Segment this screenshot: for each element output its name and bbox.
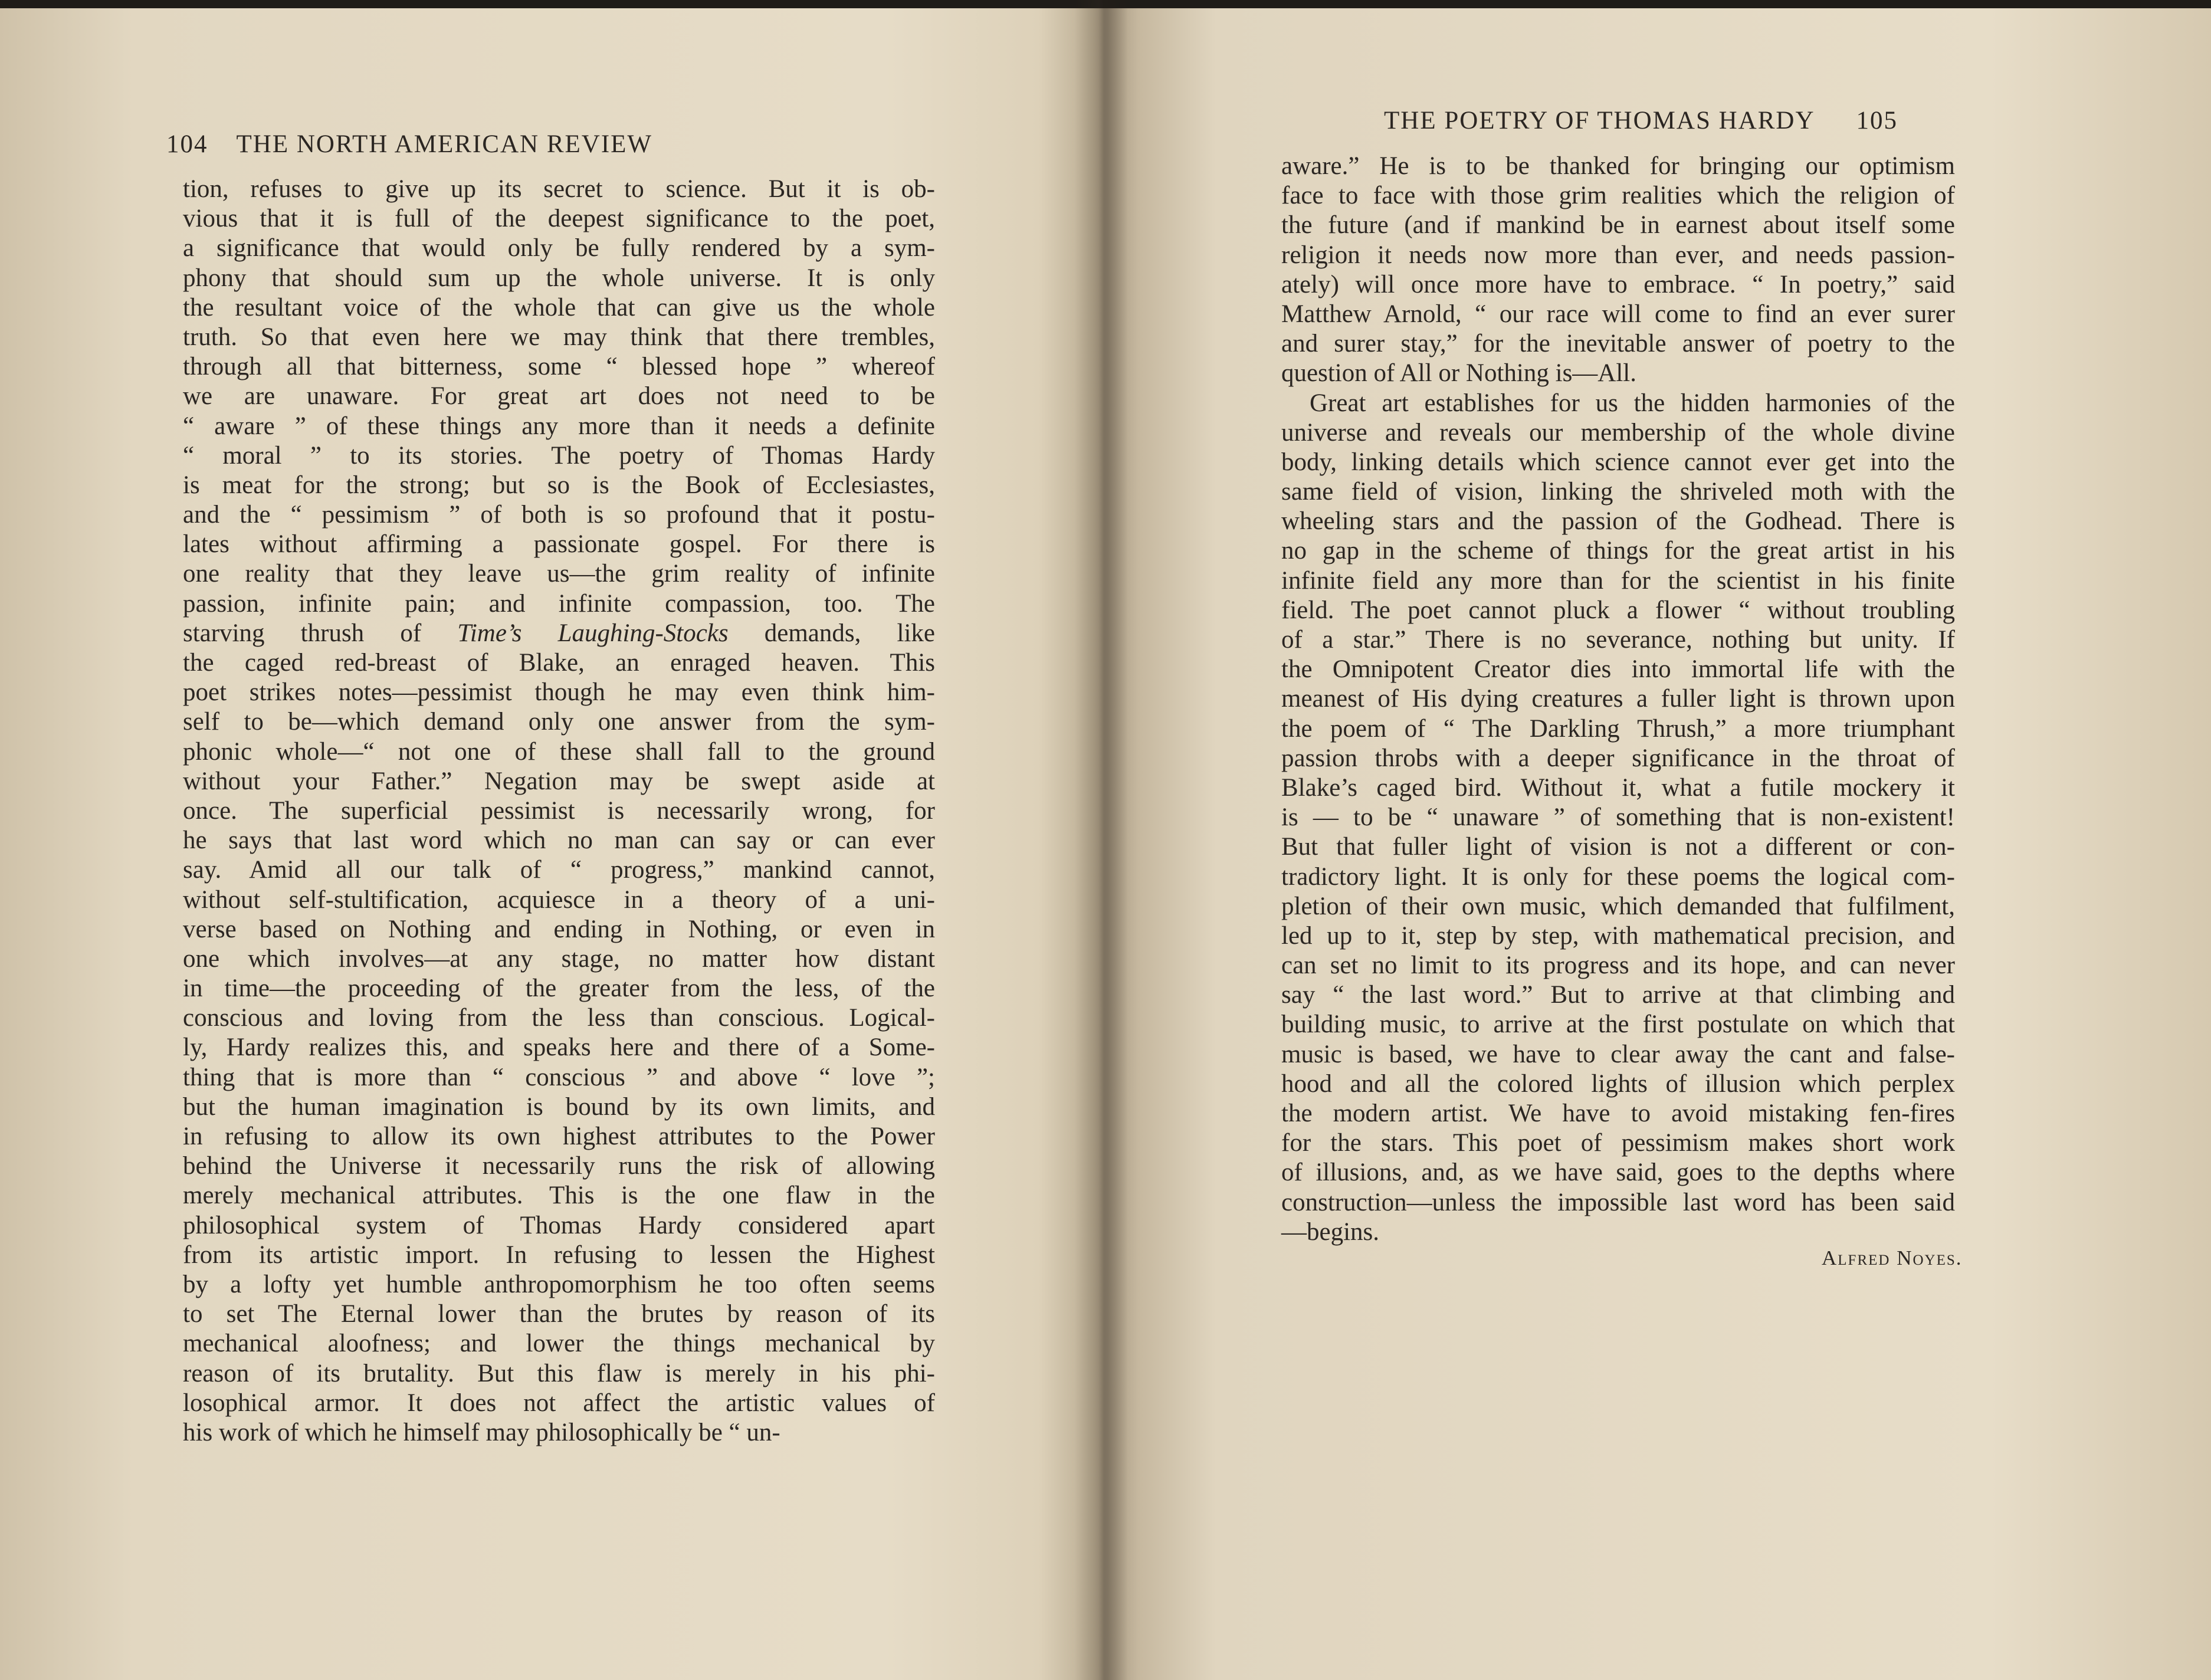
text-line: to set The Eternal lower than the brutes by reason of its — [183, 1300, 935, 1328]
text-line: truth. So that even here we may think that there trembles, — [183, 323, 935, 351]
text-line: losophical armor. It does not affect the artistic values of — [183, 1389, 935, 1417]
text-line: in refusing to allow its own highest attributes to the Power — [183, 1123, 935, 1150]
left-running-title: THE NORTH AMERICAN REVIEW — [236, 130, 652, 158]
text-line: music is based, we have to clear away the cant and false- — [1281, 1040, 1955, 1068]
author-signature: Alfred Noyes. — [1822, 1246, 1963, 1269]
left-page-number: 104 — [166, 130, 208, 158]
text-line: tion, refuses to give up its secret to science. But it is ob- — [183, 175, 935, 203]
text-line: aware.” He is to be thanked for bringing our optimism — [1281, 152, 1955, 180]
text-line: passion, infinite pain; and infinite compassion, too. The — [183, 589, 935, 618]
text-line: tradictory light. It is only for these poems the logical com- — [1281, 862, 1955, 891]
text-line: his work of which he himself may philosophically be “ un- — [183, 1418, 780, 1446]
text-line: poet strikes notes—pessimist though he may even think him- — [183, 678, 935, 707]
text-line: phonic whole—“ not one of these shall fall to the ground — [183, 737, 935, 766]
text-line: wheeling stars and the passion of the Godhead. There is — [1281, 507, 1955, 536]
text-line: “ aware ” of these things any more than it needs a definite — [183, 412, 935, 440]
text-line: through all that bitterness, some “ blessed hope ” whereof — [183, 353, 935, 381]
text-line: one reality that they leave us—the grim reality of infinite — [183, 560, 935, 588]
text-line: reason of its brutality. But this flaw is merely in his phi- — [183, 1359, 935, 1387]
text-line: But that fuller light of vision is not a different or con- — [1281, 833, 1955, 861]
text-line: can set no limit to its progress and its hope, and can never — [1281, 951, 1955, 980]
book-title-italic: Time’s Laughing-Stocks — [457, 619, 729, 647]
text-line: the poem of “ The Darkling Thrush,” a more triumphant — [1281, 714, 1955, 743]
text-line: of illusions, and, as we have said, goes to the depths where — [1281, 1159, 1955, 1187]
text-line: behind the Universe it necessarily runs the risk of allowing — [183, 1152, 935, 1180]
text-line: field. The poet cannot pluck a flower “ without troubling — [1281, 596, 1955, 624]
text-line: no gap in the scheme of things for the great artist in his — [1281, 537, 1955, 565]
text-line: question of All or Nothing is—All. — [1281, 359, 1636, 388]
text-line: but the human imagination is bound by its own limits, and — [183, 1092, 935, 1121]
text-line: we are unaware. For great art does not need to be — [183, 382, 935, 411]
text-line: in time—the proceeding of the greater from the less, of the — [183, 974, 935, 1003]
text-line: Blake’s caged bird. Without it, what a futile mockery it — [1281, 773, 1955, 802]
text-line: same field of vision, linking the shriveled moth with the — [1281, 478, 1955, 506]
text-line: ately) will once more have to embrace. “ In poetry,” said — [1281, 270, 1955, 298]
text-line: is — to be “ unaware ” of something that is non-existent! — [1281, 803, 1955, 832]
text-line: phony that should sum up the whole universe. It is only — [183, 264, 935, 292]
right-running-head — [1384, 106, 1898, 135]
text-line: mechanical aloofness; and lower the things mechanical by — [183, 1330, 935, 1358]
text-line: building music, to arrive at the first postulate on which that — [1281, 1010, 1955, 1039]
text-line: and surer stay,” for the inevitable answer of poetry to the — [1281, 330, 1955, 358]
text-line: without your Father.” Negation may be swept aside at — [183, 767, 935, 795]
text-line: say “ the last word.” But to arrive at that climbing and — [1281, 981, 1955, 1009]
text-line: one which involves—at any stage, no matter how distant — [183, 944, 935, 973]
text-line: hood and all the colored lights of illusion which perplex — [1281, 1069, 1955, 1098]
text-line: the caged red-breast of Blake, an enraged heaven. This — [183, 649, 935, 677]
text-line: the Omnipotent Creator dies into immortal life with the — [1281, 655, 1955, 684]
text-line: the modern artist. We have to avoid mistaking fen-fires — [1281, 1100, 1955, 1127]
text-line: meanest of His dying creatures a fuller light is thrown upon — [1281, 685, 1955, 713]
text-line: from its artistic import. In refusing to lessen the Highest — [183, 1241, 935, 1269]
text-line: of a star.” There is no severance, nothing but unity. If — [1281, 626, 1955, 654]
left-running-head — [166, 130, 652, 159]
text-line: for the stars. This poet of pessimism makes short work — [1281, 1129, 1955, 1157]
text-line: the future (and if mankind be in earnest about itself some — [1281, 211, 1955, 239]
right-page — [1106, 0, 2211, 1680]
text-line: is meat for the strong; but so is the Book of Ecclesiastes, — [183, 471, 935, 499]
right-body-text — [1281, 152, 1955, 1247]
text-line: verse based on Nothing and ending in Nothing, or even in — [183, 915, 935, 943]
text-line: self to be—which demand only one answer from the sym- — [183, 708, 935, 736]
text-line: “ moral ” to its stories. The poetry of Thomas Hardy — [183, 441, 935, 470]
text-line: and the “ pessimism ” of both is so profound that it postu- — [183, 501, 935, 529]
text-line: Matthew Arnold, “ our race will come to find an ever surer — [1281, 300, 1955, 328]
text-line: he says that last word which no man can say or can ever — [183, 826, 935, 855]
text-line: pletion of their own music, which demanded that fulfilment, — [1281, 892, 1955, 920]
text-line: infinite field any more than for the scientist in his finite — [1281, 566, 1955, 595]
text-line: led up to it, step by step, with mathematical precision, and — [1281, 921, 1955, 950]
text-line: say. Amid all our talk of “ progress,” mankind cannot, — [183, 856, 935, 884]
text-line: vious that it is full of the deepest significance to the poet, — [183, 205, 935, 233]
text-line: thing that is more than “ conscious ” and above “ love ”; — [183, 1063, 935, 1091]
text-line: philosophical system of Thomas Hardy considered apart — [183, 1211, 935, 1239]
right-running-title: THE POETRY OF THOMAS HARDY — [1384, 107, 1815, 134]
text-line: face to face with those grim realities which the religion of — [1281, 182, 1955, 210]
text-line: once. The superficial pessimist is necessarily wrong, for — [183, 796, 935, 825]
text-line: —begins. — [1281, 1218, 1380, 1246]
text-line: starving thrush of Time’s Laughing-Stocks demands, like — [183, 619, 935, 647]
right-page-number: 105 — [1856, 107, 1898, 134]
text-line: body, linking details which science cannot ever get into the — [1281, 448, 1955, 476]
left-body-text — [183, 175, 935, 1448]
text-line: the resultant voice of the whole that can give us the whole — [183, 293, 935, 321]
text-line: passion throbs with a deeper significance in the throat of — [1281, 744, 1955, 772]
text-line: ly, Hardy realizes this, and speaks here and there of a Some- — [183, 1033, 935, 1062]
text-line: by a lofty yet humble anthropomorphism he too often seems — [183, 1270, 935, 1298]
text-line: without self-stultification, acquiesce in a theory of a uni- — [183, 885, 935, 914]
text-line: lates without affirming a passionate gospel. For there is — [183, 530, 935, 559]
text-line: conscious and loving from the less than conscious. Logical- — [183, 1004, 935, 1032]
text-line: a significance that would only be fully rendered by a sym- — [183, 234, 935, 262]
text-line: universe and reveals our membership of the whole divine — [1281, 418, 1955, 447]
text-line: religion it needs now more than ever, and needs passion- — [1281, 241, 1955, 269]
text-line: merely mechanical attributes. This is the one flaw in the — [183, 1182, 935, 1210]
text-line: construction—unless the impossible last word has been said — [1281, 1188, 1955, 1216]
text-line: Great art establishes for us the hidden harmonies of the — [1310, 389, 1955, 417]
